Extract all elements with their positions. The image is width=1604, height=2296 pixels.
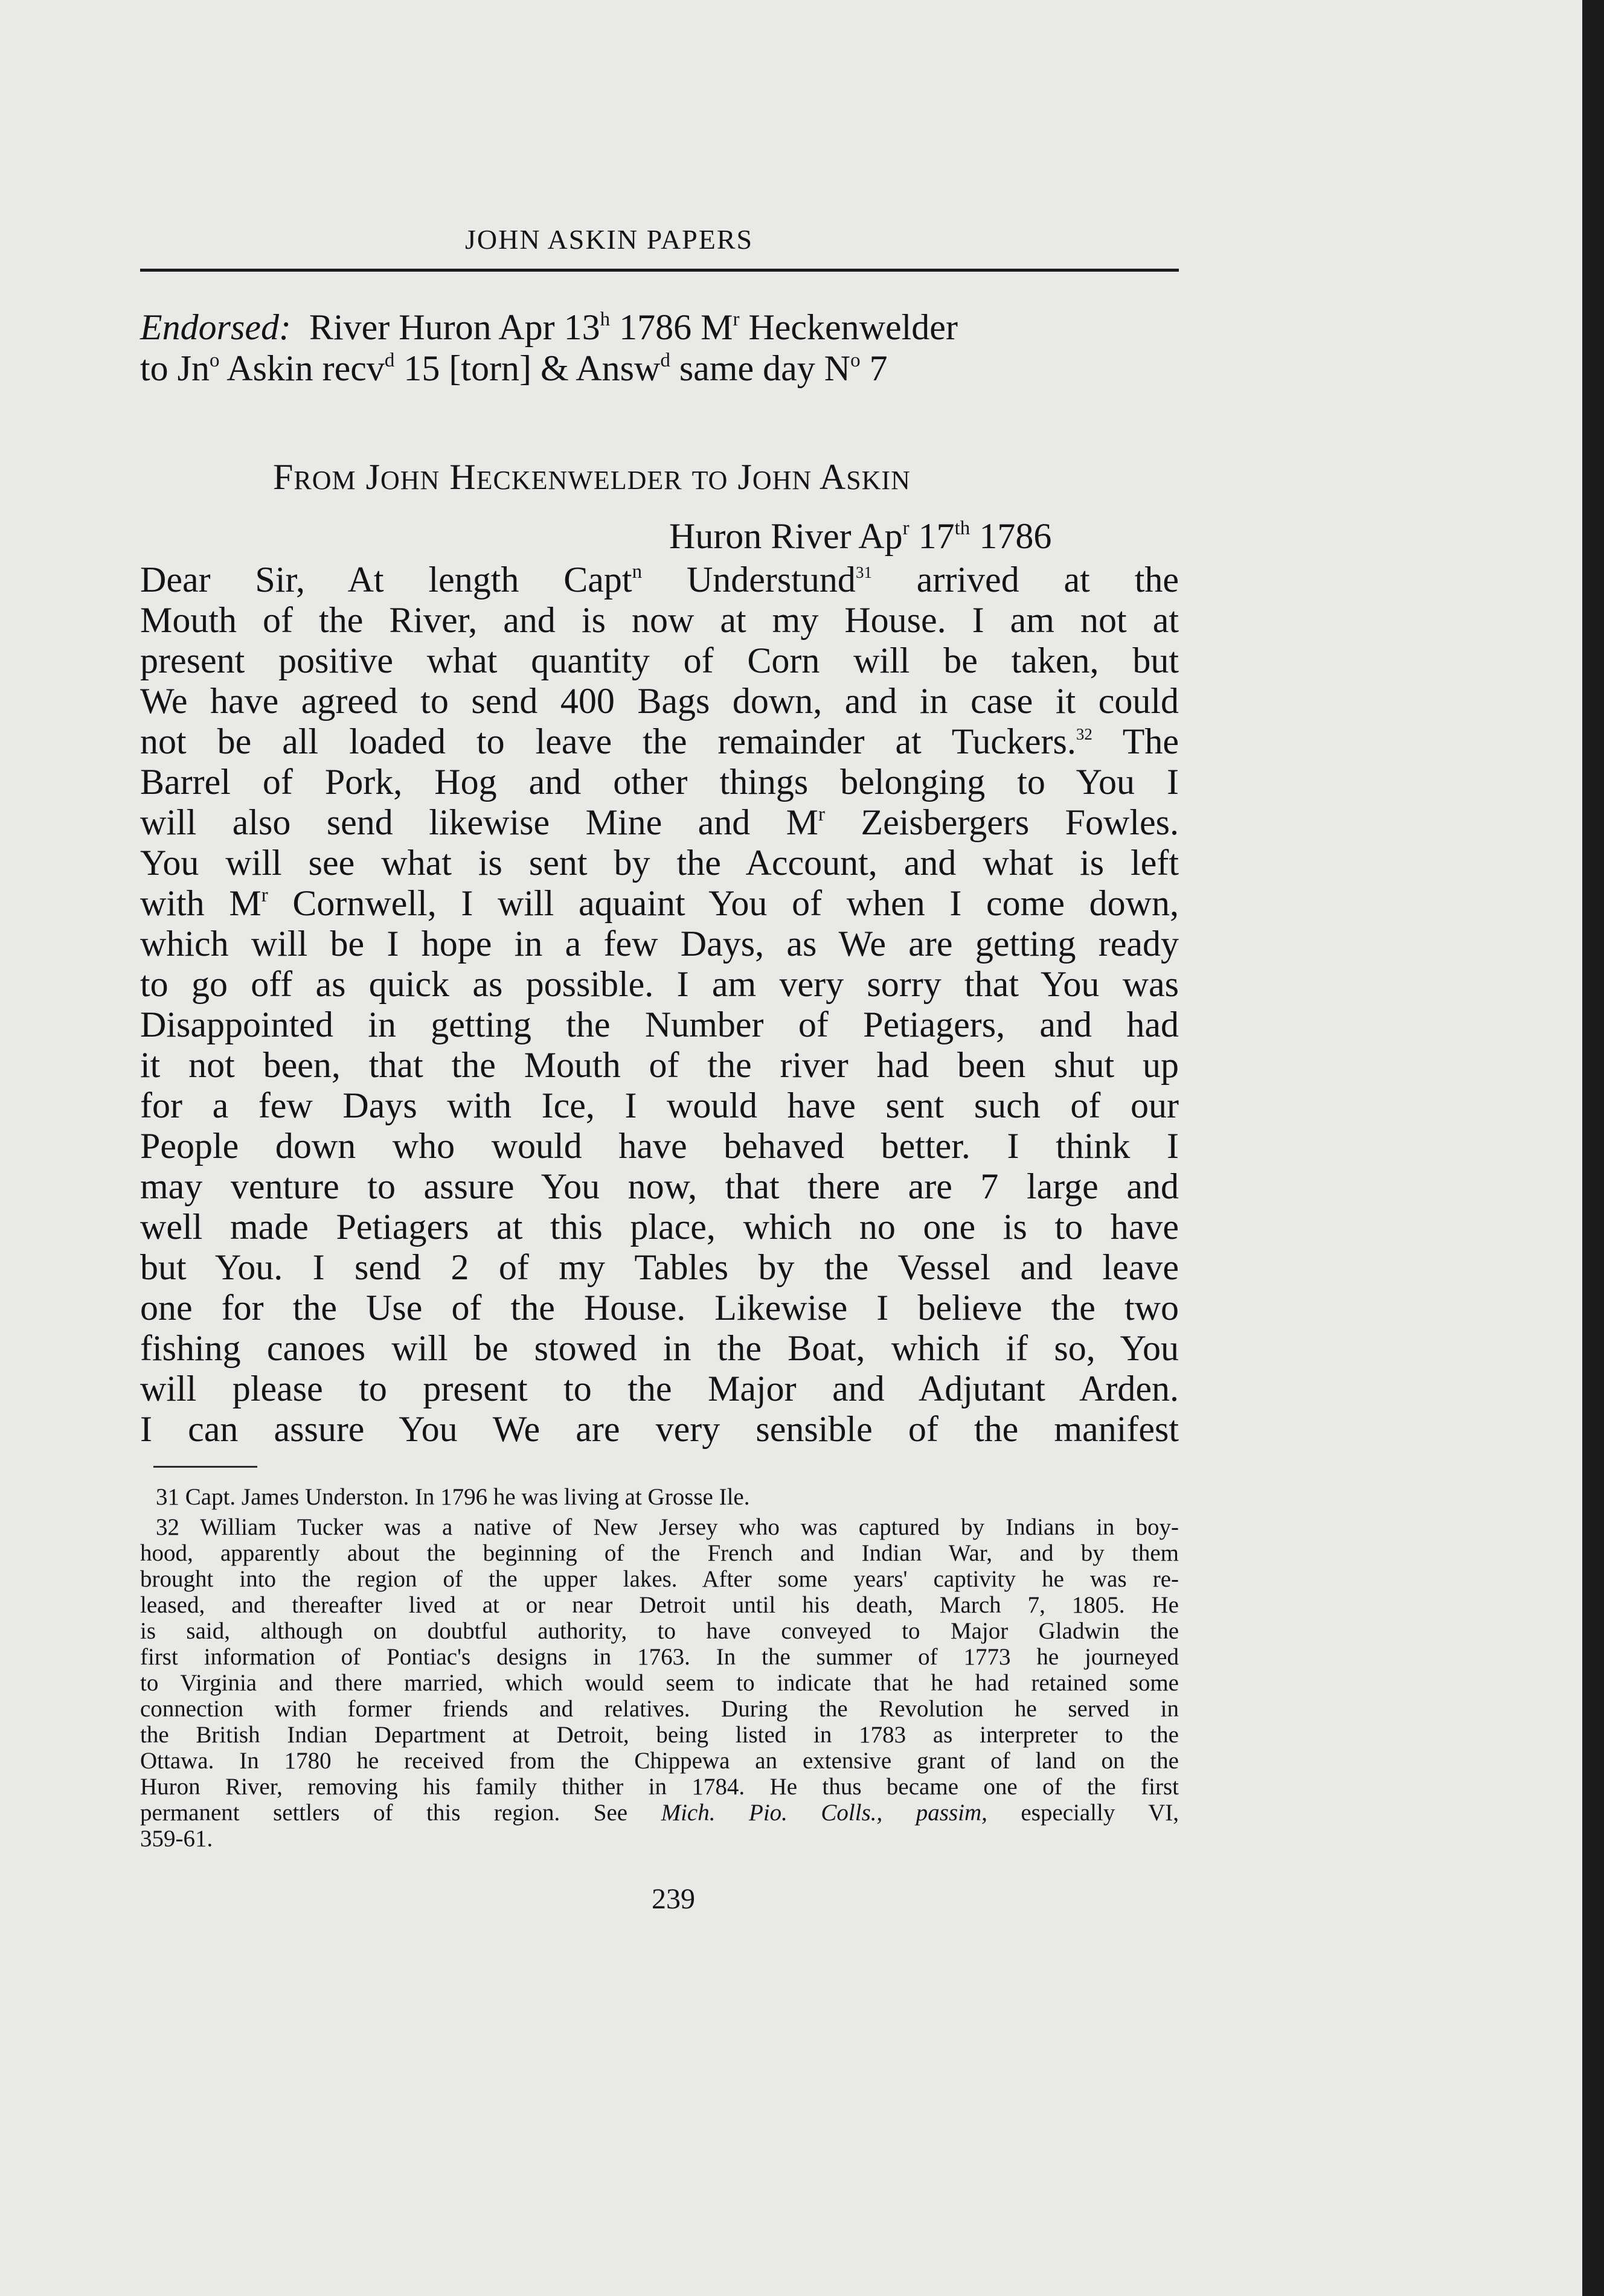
letter-line: We have agreed to send 400 Bags down, and in case it could xyxy=(140,681,1179,721)
letter-line: Disappointed in getting the Number of Petiagers, and had xyxy=(140,1005,1179,1044)
letter-line: I can assure You We are very sensible of the manifest xyxy=(140,1409,1179,1449)
page-number: 239 xyxy=(652,1883,695,1915)
running-head: JOHN ASKIN PAPERS xyxy=(465,224,754,255)
dateline: Huron River Ap$^r$ 17th 1786 xyxy=(669,516,1052,556)
footnote-32-line: 359-61. xyxy=(140,1826,213,1852)
page-edge-shadow xyxy=(1582,0,1604,2296)
footnote-ref-32: 32 xyxy=(1076,725,1092,744)
letter-line: You will see what is sent by the Account, and what is left xyxy=(140,843,1179,883)
letter-line: which will be I hope in a few Days, as We are getting ready xyxy=(140,924,1179,964)
endorsement-label: Endorsed: xyxy=(140,307,291,347)
letter-line: will please to present to the Major and Adjutant Arden. xyxy=(140,1369,1179,1409)
footnote-32-line: hood, apparently about the beginning of the French and Indian War, and by them xyxy=(140,1540,1179,1566)
letter-line: present positive what quantity of Corn will be taken, but xyxy=(140,641,1179,680)
letter-line: for a few Days with Ice, I would have sent such of our xyxy=(140,1086,1179,1125)
header-rule xyxy=(140,269,1179,272)
letter-line: with $M^r$ Cornwell, I will aquaint You of when I come down, xyxy=(140,883,1179,923)
footnote-32-line: Huron River, removing his family thither in 1784. He thus became one of the first xyxy=(140,1774,1179,1800)
footnote-32-line: connection with former friends and relatives. During the Revolution he served in xyxy=(140,1696,1179,1722)
footnote-ref-31: 31 xyxy=(855,563,872,582)
footnote-32-line: Ottawa. In 1780 he received from the Chippewa an extensive grant of land on the xyxy=(140,1748,1179,1774)
letter-line: but You. I send 2 of my Tables by the Vessel and leave xyxy=(140,1247,1179,1287)
footnote-32-line: to Virginia and there married, which would seem to indicate that he had retained some xyxy=(140,1670,1179,1696)
endorsement-line-1: Endorsed: River Huron Apr 13$^h$ 1786 $M^r$ Heckenwelder xyxy=(140,307,958,347)
letter-line: not be all loaded to leave the remainder at Tuckers.$^{32}$ The xyxy=(140,721,1179,761)
letter-line: one for the Use of the House. Likewise I believe the two xyxy=(140,1288,1179,1328)
letter-line: fishing canoes will be stowed in the Boat, which if so, You xyxy=(140,1328,1179,1368)
letter-line: it not been, that the Mouth of the river had been shut up xyxy=(140,1045,1179,1085)
footnote-rule xyxy=(153,1466,257,1468)
letter-line: will also send likewise Mine and $M^r$ Zeisbergers Fowles. xyxy=(140,802,1179,842)
letter-line: to go off as quick as possible. I am very sorry that You was xyxy=(140,964,1179,1004)
letter-line: Barrel of Pork, Hog and other things belonging to You I xyxy=(140,762,1179,802)
letter-line: may venture to assure You now, that there are 7 large and xyxy=(140,1166,1179,1206)
footnote-32-line: the British Indian Department at Detroit, being listed in 1783 as interpreter to the xyxy=(140,1722,1179,1748)
footnote-31: 31 Capt. James Underston. In 1796 he was living at Grosse Ile. xyxy=(156,1484,750,1510)
letter-line: People down who would have behaved better. I think I xyxy=(140,1126,1179,1166)
letter-heading: FROM JOHN HECKENWELDER TO JOHN ASKIN xyxy=(273,457,911,497)
endorsement-line-2: to Jn$^o$ Askin recv$^d$ 15 [torn] & Answ$^d$ same day $N^o$ 7 xyxy=(140,348,888,388)
letter-line: well made Petiagers at this place, which no one is to have xyxy=(140,1207,1179,1247)
footnote-32-line: leased, and thereafter lived at or near Detroit until his death, March 7, 1805. He xyxy=(140,1592,1179,1618)
footnote-32-line: first information of Pontiac's designs in 1763. In the summer of 1773 he journeyed xyxy=(140,1644,1179,1670)
footnote-32-line: permanent settlers of this region. See Mich. Pio. Colls., passim, especially VI, xyxy=(140,1800,1179,1826)
footnote-32-line: brought into the region of the upper lakes. After some years' captivity he was re- xyxy=(140,1566,1179,1592)
letter-line: Dear Sir, At length Capt$^n$ Understund$^{31}$ arrived at the xyxy=(140,560,1179,600)
footnote-32-line: is said, although on doubtful authority, to have conveyed to Major Gladwin the xyxy=(140,1618,1179,1644)
letter-line: Mouth of the River, and is now at my House. I am not at xyxy=(140,600,1179,640)
footnote-32-line: 32 William Tucker was a native of New Jersey who was captured by Indians in boy- xyxy=(156,1514,1179,1540)
